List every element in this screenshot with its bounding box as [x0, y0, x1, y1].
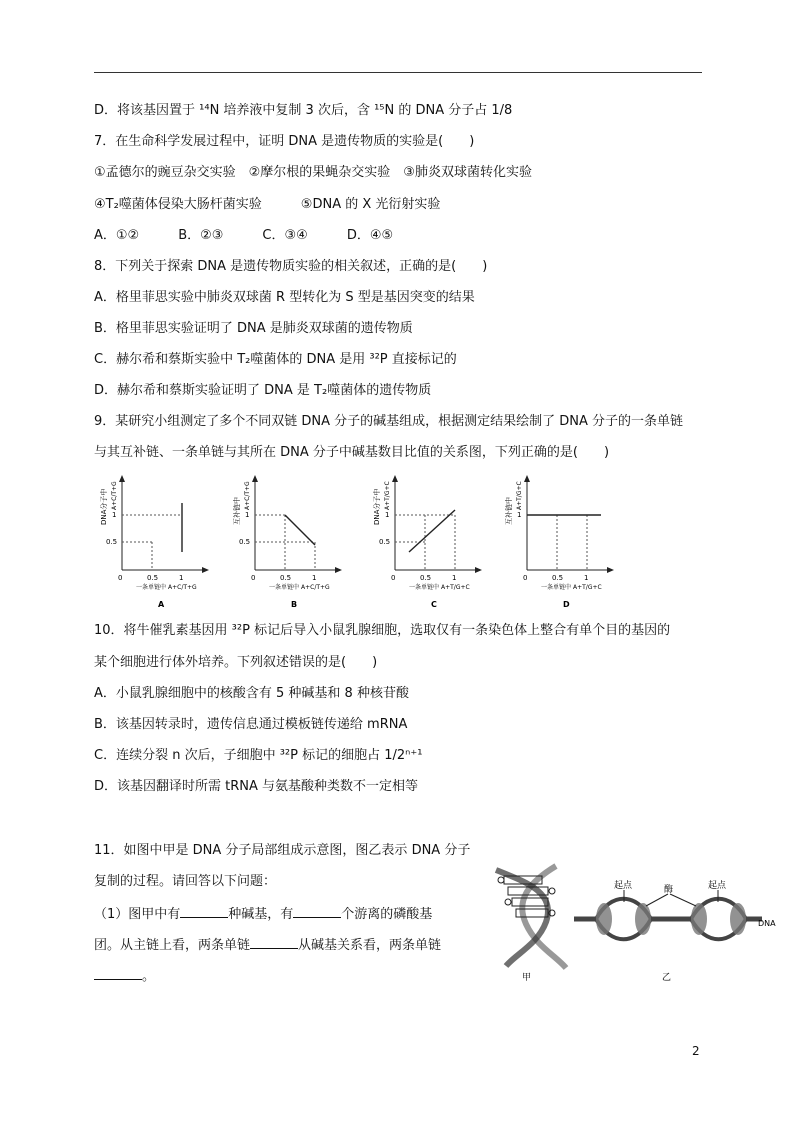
tick: 1 — [452, 574, 457, 582]
text-line: ①孟德尔的豌豆杂交实验 ②摩尔根的果蝇杂交实验 ③肺炎双球菌转化实验 — [94, 165, 532, 180]
q11-line-2 — [94, 936, 441, 955]
graph-b-letter: B — [291, 600, 298, 609]
tick: 0.5 — [239, 538, 251, 546]
question-9: 9．某研究小组测定了多个不同双链 DNA 分子的碱基组成，根据测定结果绘制了 DNA 分子的一条单链 — [94, 414, 684, 429]
tick: 0.5 — [420, 574, 432, 582]
tick: 1 — [517, 511, 522, 519]
text-line: A．小鼠乳腺细胞中的核酸含有 5 种碱基和 8 种核苷酸 — [94, 686, 409, 701]
figure-yi — [574, 879, 776, 983]
graph-d-xlabel: 一条单链中 — [541, 584, 572, 591]
text-line: C．赫尔希和蔡斯实验中 T₂噬菌体的 DNA 是用 ³²P 直接标记的 — [94, 352, 457, 367]
enzyme-label: 酶 — [664, 885, 674, 895]
graph-a — [99, 475, 209, 609]
q11-line-3 — [94, 967, 155, 986]
graph-a-xfrac: A+C/T+G — [168, 584, 197, 591]
graph-c-ylabel: DNA分子中 — [373, 488, 381, 525]
text-line: D．赫尔希和蔡斯实验证明了 DNA 是 T₂噬菌体的遗传物质 — [94, 383, 432, 398]
page-number: 2 — [692, 1044, 700, 1058]
text-line: D．将该基因置于 ¹⁴N 培养液中复制 3 次后，含 ¹⁵N 的 DNA 分子占 1/8 — [94, 103, 513, 118]
tick: 0.5 — [280, 574, 292, 582]
figure-jia — [496, 866, 566, 983]
text-line: A．①② B．②③ C．③④ D．④⑤ — [94, 228, 394, 243]
q11-text: （1）图甲中有 — [94, 907, 181, 922]
question-11: 11．如图中甲是 DNA 分子局部组成示意图，图乙表示 DNA 分子 — [94, 843, 471, 858]
text-line: B．格里菲思实验证明了 DNA 是肺炎双球菌的遗传物质 — [94, 321, 413, 336]
figure-yi-label: 乙 — [662, 973, 672, 983]
answer-blank[interactable] — [94, 967, 142, 980]
graph-c-letter: C — [431, 600, 437, 609]
answer-blank[interactable] — [293, 905, 341, 918]
tick: 1 — [312, 574, 317, 582]
graph-d-ylabel: 互补链中 — [505, 497, 513, 525]
tick: 0 — [118, 574, 123, 582]
graph-d-xfrac: A+T/G+C — [573, 584, 602, 591]
dna-label: DNA — [758, 919, 776, 928]
tick: 1 — [179, 574, 184, 582]
text-line: 复制的过程。请回答以下问题： — [94, 874, 277, 889]
graph-b-ylabel: 互补链中 — [233, 497, 241, 525]
graph-b-xlabel: 一条单链中 — [269, 584, 300, 591]
question-10: 10．将牛催乳素基因用 ³²P 标记后导入小鼠乳腺细胞，选取仅有一条染色体上整合有单个目的基因的 — [94, 623, 671, 638]
tick: 0.5 — [379, 538, 391, 546]
graph-d — [504, 475, 614, 609]
text-line: 某个细胞进行体外培养。下列叙述错误的是( ) — [94, 655, 378, 670]
graphs-figure — [96, 470, 676, 615]
q11-text: 从碱基关系看，两条单链 — [298, 938, 442, 953]
dna-figure — [486, 862, 786, 984]
answer-blank[interactable] — [250, 936, 298, 949]
q11-text: 。 — [142, 969, 156, 984]
tick: 0 — [251, 574, 256, 582]
graph-a-xlabel: 一条单链中 — [136, 584, 167, 591]
graph-c-yfrac: A+T/G+C — [384, 481, 391, 510]
graph-c — [372, 475, 482, 609]
tick: 1 — [385, 511, 390, 519]
tick: 1 — [584, 574, 589, 582]
graph-a-ylabel: DNA分子中 — [100, 488, 108, 525]
tick: 0 — [523, 574, 528, 582]
graph-b — [232, 475, 342, 609]
text-line: D．该基因翻译时所需 tRNA 与氨基酸种类数不一定相等 — [94, 779, 419, 794]
graph-d-letter: D — [563, 600, 570, 609]
text-line: 与其互补链、一条单链与其所在 DNA 分子中碱基数目比值的关系图，下列正确的是( ) — [94, 445, 610, 460]
tick: 1 — [112, 511, 117, 519]
text-line: C．连续分裂 n 次后，子细胞中 ³²P 标记的细胞占 1/2ⁿ⁺¹ — [94, 748, 423, 763]
graph-a-letter: A — [158, 600, 165, 609]
text-line: ④T₂噬菌体侵染大肠杆菌实验 ⑤DNA 的 X 光衍射实验 — [94, 197, 441, 212]
graph-d-yfrac: A+T/G+C — [516, 481, 523, 510]
q11-text: 个游离的磷酸基 — [341, 907, 433, 922]
graph-b-xfrac: A+C/T+G — [301, 584, 330, 591]
graph-c-xlabel: 一条单链中 — [409, 584, 440, 591]
origin-label-left: 起点 — [614, 881, 633, 891]
q11-text: 团。从主链上看，两条单链 — [94, 938, 251, 953]
question-7: 7．在生命科学发展过程中，证明 DNA 是遗传物质的实验是( ) — [94, 134, 475, 149]
tick: 0.5 — [552, 574, 564, 582]
header-rule — [94, 72, 702, 73]
tick: 0 — [391, 574, 396, 582]
question-8: 8．下列关于探索 DNA 是遗传物质实验的相关叙述，正确的是( ) — [94, 259, 488, 274]
q11-line-1 — [94, 905, 432, 924]
answer-blank[interactable] — [180, 905, 228, 918]
tick: 0.5 — [106, 538, 118, 546]
graph-c-xfrac: A+T/G+C — [441, 584, 470, 591]
text-line: A．格里菲思实验中肺炎双球菌 R 型转化为 S 型是基因突变的结果 — [94, 290, 475, 305]
tick: 0.5 — [147, 574, 159, 582]
q11-text: 种碱基，有 — [228, 907, 294, 922]
graph-a-yfrac: A+C/T+G — [111, 481, 118, 510]
text-line: B．该基因转录时，遗传信息通过模板链传递给 mRNA — [94, 717, 408, 732]
graph-b-yfrac: A+C/T+G — [244, 481, 251, 510]
figure-jia-label: 甲 — [522, 973, 532, 983]
origin-label-right: 起点 — [708, 881, 727, 891]
tick: 1 — [245, 511, 250, 519]
